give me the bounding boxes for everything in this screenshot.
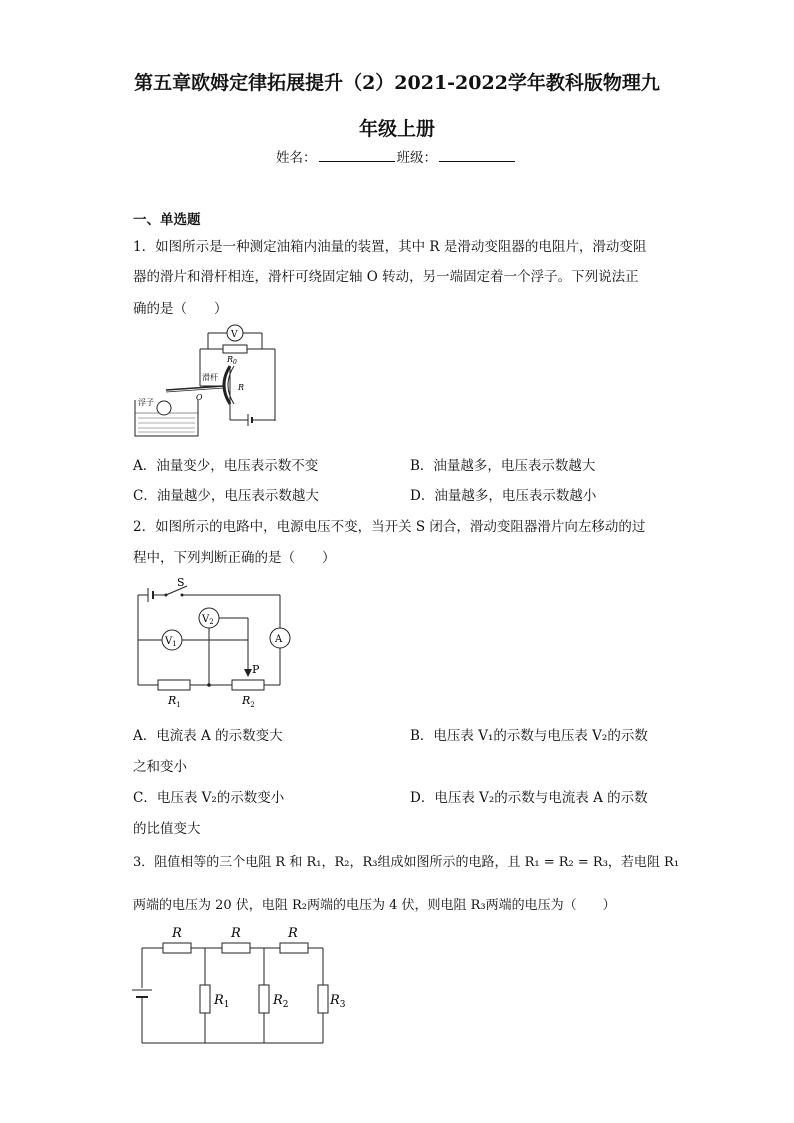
q1-line1: 1．如图所示是一种测定油箱内油量的装置，其中 R 是滑动变阻器的电阻片，滑动变阻 — [133, 239, 647, 255]
q2-v2-label: $V_2$ — [202, 614, 214, 626]
q1-slide-label: 滑杆 — [202, 373, 218, 382]
q2-switch-label: S — [177, 576, 185, 589]
q3-r1-label: $R_1$ — [214, 993, 230, 1010]
q1-float-label: 浮子 — [138, 398, 154, 407]
q3-r3-resistor — [318, 985, 328, 1013]
name-blank[interactable] — [319, 149, 395, 162]
q1-r0-resistor — [223, 345, 247, 353]
q2-r1-label: $R_1$ — [168, 694, 181, 709]
class-label: 班级： — [396, 150, 437, 166]
q1-oil-gauge-figure — [130, 320, 290, 442]
q3-r-top-2-label: R — [231, 926, 241, 941]
q2-line2: 程中，下列判断正确的是（ ） — [133, 550, 336, 566]
page-title: 第五章欧姆定律拓展提升（2）2021-2022学年教科版物理九 — [134, 72, 660, 94]
q2-circuit-figure — [130, 573, 300, 713]
q3-line2: 两端的电压为 20 伏，电阻 R₂两端的电压为 4 伏，则电阻 R₃两端的电压为（ ） — [133, 898, 616, 913]
q2-r2-label: $R_2$ — [242, 694, 255, 709]
q3-r-top-3-label: R — [288, 926, 298, 941]
q2-option-d-cont: 的比值变大 — [133, 821, 201, 837]
q3-r-top-3 — [280, 943, 308, 953]
q2-line1: 2．如图所示的电路中，电源电压不变，当开关 S 闭合，滑动变阻器滑片向左移动的过 — [133, 519, 646, 535]
q2-slider-label: P — [252, 663, 260, 676]
q1-option-a[interactable]: A．油量变少，电压表示数不变 — [133, 458, 319, 474]
q1-voltmeter-label: V — [231, 330, 238, 340]
q2-v1-label: $V_1$ — [165, 636, 177, 648]
q1-option-d[interactable]: D．油量越多，电压表示数越小 — [410, 488, 597, 504]
q2-option-b-cont: 之和变小 — [133, 759, 187, 775]
q3-r3-label: $R_3$ — [330, 993, 346, 1010]
q2-r2-resistor — [232, 680, 264, 690]
q1-option-c[interactable]: C．油量越少，电压表示数越大 — [133, 488, 319, 504]
section-heading: 一、单选题 — [133, 212, 201, 228]
page-title-line2: 年级上册 — [358, 118, 435, 140]
q1-float — [157, 401, 171, 415]
q3-r2-resistor — [259, 985, 269, 1013]
q3-line1: 3．阻值相等的三个电阻 R 和 R₁，R₂，R₃组成如图所示的电路，且 R₁ = R₂ = R₃，若电阻 R₁ — [133, 855, 680, 870]
q2-option-c[interactable]: C．电压表 V₂的示数变小 — [133, 790, 285, 806]
q2-option-d[interactable]: D．电压表 V₂的示数与电流表 A 的示数 — [410, 790, 648, 806]
q1-r-label: R — [238, 383, 245, 392]
q3-r1-resistor — [200, 985, 210, 1013]
q1-o-label: O — [196, 393, 203, 402]
q1-line3: 确的是（ ） — [133, 301, 228, 317]
q1-line2: 器的滑片和滑杆相连，滑杆可绕固定轴 O 转动，另一端固定着一个浮子。下列说法正 — [133, 269, 639, 285]
q3-r-top-1-label: R — [172, 926, 182, 941]
q2-option-a[interactable]: A．电流表 A 的示数变大 — [133, 728, 283, 744]
q3-r-top-1 — [163, 943, 191, 953]
q3-circuit-figure — [130, 920, 350, 1050]
q1-r0-label: $R_0$ — [227, 355, 237, 366]
name-label: 姓名： — [276, 150, 317, 166]
q1-option-b[interactable]: B．油量越多，电压表示数越大 — [410, 458, 596, 474]
q2-r1-resistor — [158, 680, 190, 690]
q3-r2-label: $R_2$ — [273, 993, 289, 1010]
class-blank[interactable] — [439, 149, 515, 162]
q3-r-top-2 — [222, 943, 250, 953]
q2-option-b[interactable]: B．电压表 V₁的示数与电压表 V₂的示数 — [410, 728, 648, 744]
q2-ammeter-label: A — [275, 634, 283, 645]
name-class-row — [276, 146, 517, 166]
